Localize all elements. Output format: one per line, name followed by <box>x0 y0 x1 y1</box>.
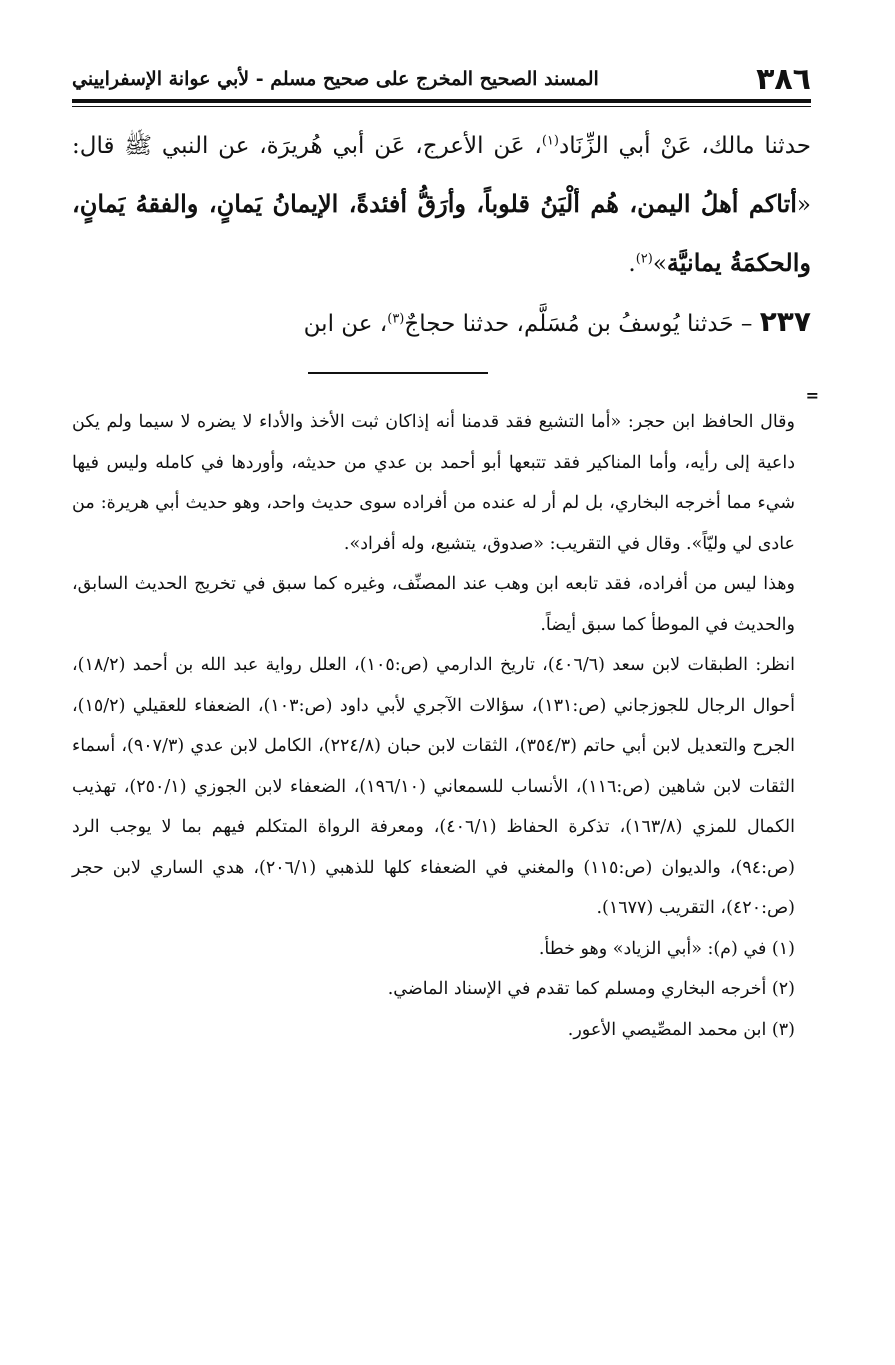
footnote-3: (٣) ابن محمد المصِّيصي الأعور. <box>567 1019 795 1040</box>
header-rule-thick <box>72 99 811 103</box>
hadith-number: ٢٣٧ <box>759 305 811 338</box>
footnote-1: (١) في (م): «أبي الزياد» وهو خطأ. <box>538 938 795 959</box>
footnote-separator <box>308 372 488 374</box>
sentence-end: . <box>628 251 636 277</box>
footnote-ref-1: (١) <box>541 133 559 149</box>
footnote-continued-a: وقال الحافظ ابن حجر: «أما التشيع فقد قدمنا أنه إذاكان ثبت الأخذ والأداء لا يضره لا سيما ولم يكن داعية إلى رأيه، وأما المناكير فقد تتبعها أبو أحمد بن عدي من حديثه، وأوردها في كامله وليس فيها شيء مما أخرجه البخاري، بل لم أر له عنده من أفراده سوى حديث واحد، وهو حديث أبي هريرة: من عادى لي وليّاً». وقال في التقريب: «صدوق، يتشيع، وله أفراد». <box>72 412 795 554</box>
isnad-mid: ، عَن الأعرج، عَن أبي هُريرَة، عن النبي ﷺ قال: « <box>72 133 811 218</box>
quote-close: » <box>652 251 667 277</box>
isnad-237-a: – حَدثنا يُوسفُ بن مُسَلَّم، حدثنا حجاجٌ <box>404 311 760 337</box>
isnad-237-b: ، عن ابن <box>303 311 388 337</box>
footnote-ref-2: (٢) <box>635 251 653 267</box>
footnote-ref-3: (٣) <box>387 311 405 327</box>
running-header <box>72 60 811 98</box>
hadith-237-paragraph <box>72 293 811 353</box>
hadith-text: أتاكم أهلُ اليمن، هُم ألْيَنُ قلوباً، وأرَقُّ أفئدةً، الإيمانُ يَمانٍ، والفقهُ يَمانٍ، والحكمَةُ يمانيَّة <box>72 189 811 277</box>
footnote-2: (٢) أخرجه البخاري ومسلم كما تقدم في الإسناد الماضي. <box>387 979 795 999</box>
continuation-mark: = <box>805 386 819 405</box>
footnote-continued-c: انظر: الطبقات لابن سعد (٤٠٦/٦)، تاريخ الدارمي (ص:١٠٥)، العلل رواية عبد الله بن أحمد (١٨/٢)، أحوال الرجال للجوزجاني (ص:١٣١)، سؤالات الآجري لأبي داود (ص:١٠٣)، الضعفاء للعقيلي (١٥/٢)، الجرح والتعديل لابن أبي حاتم (٣٥٤/٣)، الثقات لابن حبان (٢٢٤/٨)، الكامل لابن عدي (٩٠٧/٣)، أسماء الثقات لابن شاهين (ص:١١٦)، الأنساب للسمعاني (١٩٦/١٠)، الضعفاء لابن الجوزي (٢٥٠/١)، تهذيب الكمال للمزي (١٦٣/٨)، تذكرة الحفاظ (٤٠٦/١)، ومعرفة الرواة المتكلم فيهم بما لا يوجب الرد (ص:٩٤)، والديوان (ص:١١٥) والمغني في الضعفاء كلها للذهبي (٢٠٦/١)، هدي الساري لابن حجر (ص:٤٢٠)، التقريب (١٦٧٧). <box>72 655 796 918</box>
footnote-continued-b: وهذا ليس من أفراده، فقد تابعه ابن وهب عند المصنِّف، وغيره كما سبق في تخريج الحديث السابق، والحديث في الموطأ كما سبق أيضاً. <box>72 574 795 635</box>
isnad-intro: حدثنا مالك، عَنْ أبي الزِّنَاد <box>558 133 812 159</box>
header-rule-thin <box>72 106 811 107</box>
footnotes <box>72 402 795 1050</box>
page-number: ٣٨٦ <box>756 61 811 97</box>
hadith-paragraph <box>72 118 811 293</box>
book-title: المسند الصحيح المخرج على صحيح مسلم - لأبي عوانة الإسفراييني <box>72 68 599 90</box>
main-text <box>72 118 811 353</box>
